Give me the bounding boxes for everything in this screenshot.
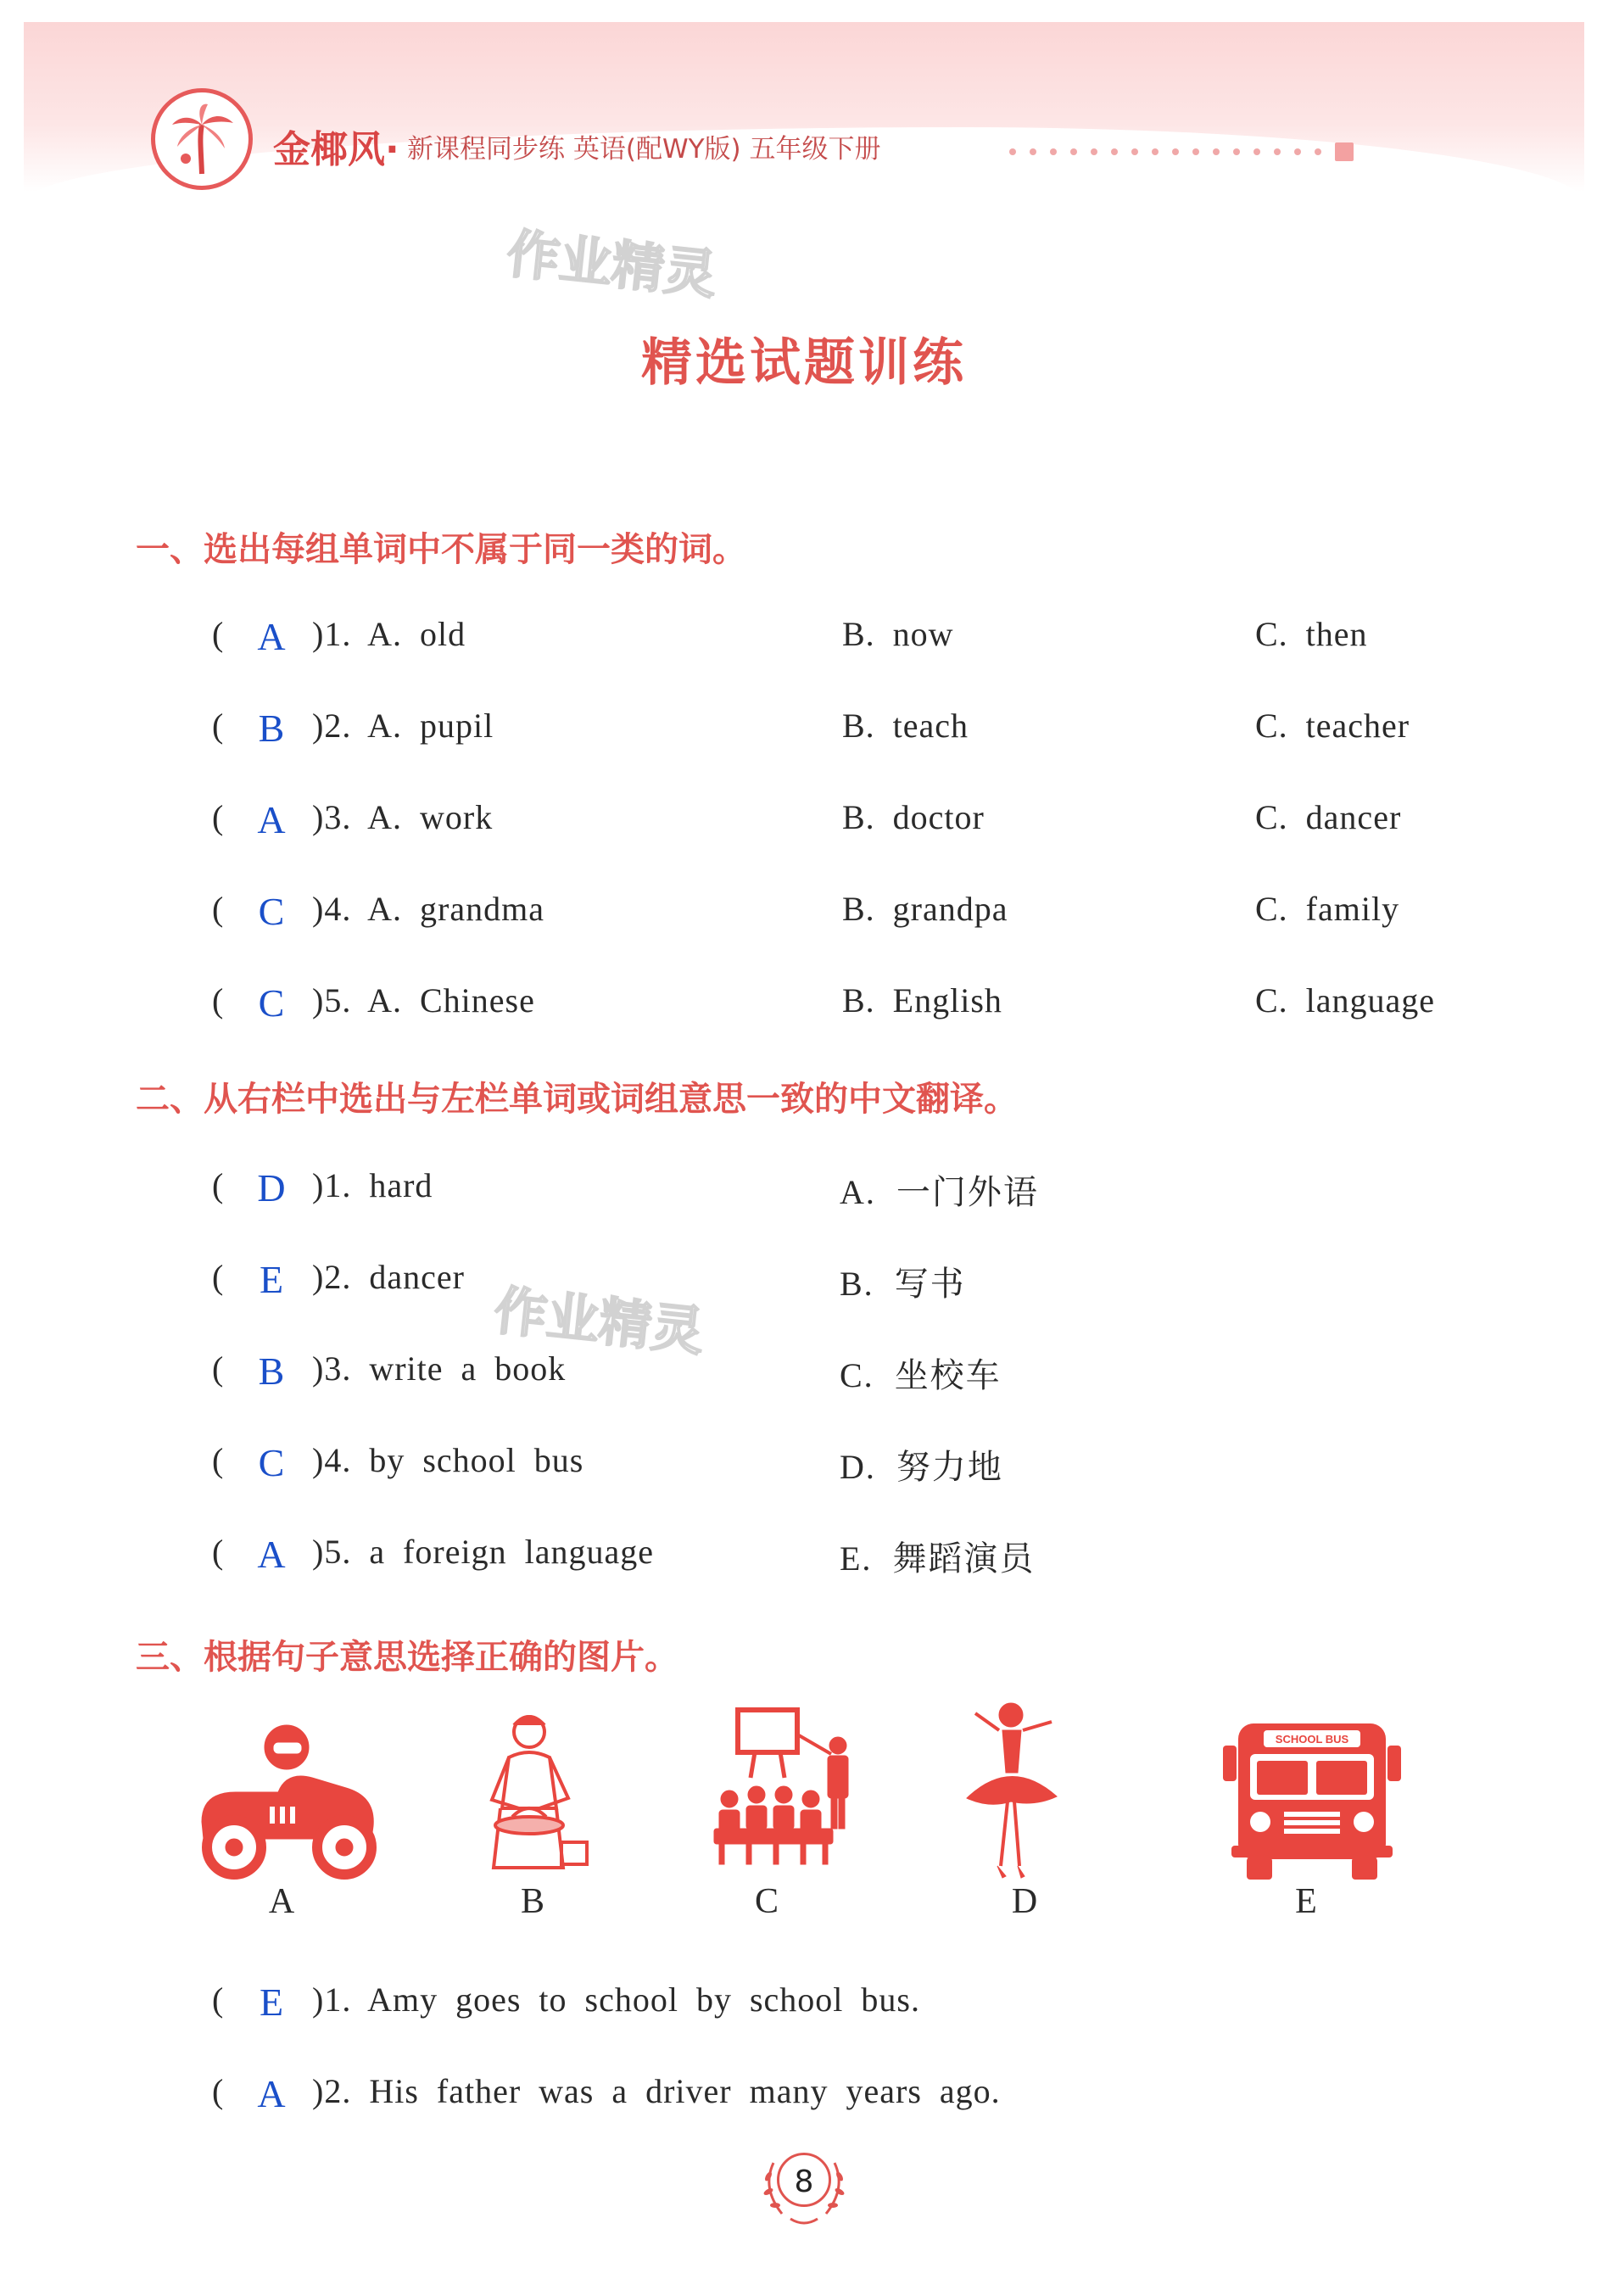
chinese-option: C. 坐校车	[840, 1356, 1002, 1395]
page-title: 精选试题训练	[641, 333, 967, 393]
page-number: 8	[777, 2153, 831, 2207]
s2-question-3: ( B )3. write a book C. 坐校车	[212, 1349, 1002, 1395]
option-a: )2. A. pupil	[312, 707, 494, 745]
option-c: C. language	[1255, 981, 1436, 1020]
header-dots	[1009, 142, 1354, 161]
option-c: C. then	[1255, 615, 1368, 653]
option-b: B. doctor	[842, 798, 985, 836]
answer: A	[257, 1533, 286, 1576]
answer: A	[257, 615, 286, 658]
s1-question-1: ( A )1. A. old B. now C. then	[212, 615, 1368, 658]
english-term: )2. dancer	[312, 1258, 465, 1296]
s3-question-2: ( A )2. His father was a driver many years ago.	[212, 2072, 1001, 2115]
option-a: )4. A. grandma	[312, 890, 544, 928]
sentence: )1. Amy goes to school by school bus.	[312, 1980, 920, 2019]
option-b: B. English	[842, 981, 1002, 1020]
ballet-dancer-icon	[958, 1696, 1069, 1887]
answer: A	[257, 2072, 286, 2115]
answer: A	[257, 798, 286, 841]
english-term: )3. write a book	[312, 1349, 567, 1388]
option-c: C. teacher	[1255, 707, 1410, 745]
s2-question-2: ( E )2. dancer B. 写书	[212, 1258, 966, 1304]
option-c: C. family	[1255, 890, 1400, 928]
brand-name: 金椰风·	[273, 128, 399, 171]
watermark: 作业精灵	[504, 222, 720, 306]
s1-question-4: ( C )4. A. grandma B. grandpa C. family	[212, 890, 1400, 933]
palm-logo-icon	[151, 88, 253, 190]
page-number-badge	[757, 2146, 851, 2231]
s1-question-5: ( C )5. A. Chinese B. English C. language	[212, 981, 1436, 1025]
english-term: )1. hard	[312, 1166, 433, 1204]
section-2-heading: 二、从右栏中选出与左栏单词或词组意思一致的中文翻译。	[136, 1080, 1018, 1119]
option-a: )3. A. work	[312, 798, 494, 836]
answer: C	[258, 890, 285, 933]
s3-question-1: ( E )1. Amy goes to school by school bus.	[212, 1980, 920, 2024]
picture-label-b: B	[520, 1882, 544, 1921]
school-bus-icon	[1223, 1712, 1401, 1885]
bus-sign-text: SCHOOL BUS	[1275, 1733, 1349, 1746]
answer: C	[258, 1441, 285, 1484]
chinese-option: E. 舞蹈演员	[840, 1539, 1036, 1578]
s1-question-2: ( B )2. A. pupil B. teach C. teacher	[212, 707, 1410, 750]
book-series-title: 新课程同步练 英语(配WY版) 五年级下册	[407, 134, 881, 165]
cook-woman-icon	[468, 1707, 595, 1880]
s2-question-1: ( D )1. hard A. 一门外语	[212, 1166, 1039, 1212]
chinese-option: A. 一门外语	[840, 1173, 1039, 1212]
picture-label-c: C	[754, 1882, 779, 1921]
picture-label-a: A	[268, 1882, 295, 1921]
answer: E	[259, 1258, 284, 1301]
section-1-heading: 一、选出每组单词中不属于同一类的词。	[136, 530, 746, 569]
picture-label-d: D	[1011, 1882, 1038, 1921]
picture-label-e: E	[1295, 1882, 1317, 1921]
option-c: C. dancer	[1255, 798, 1402, 836]
chinese-option: B. 写书	[840, 1265, 966, 1304]
english-term: )5. a foreign language	[312, 1533, 654, 1571]
english-term: )4. by school bus	[312, 1441, 584, 1479]
answer: B	[258, 1349, 285, 1393]
watermark: 作业精灵	[491, 1279, 707, 1363]
sentence: )2. His father was a driver many years ago.	[312, 2072, 1001, 2110]
driver-car-icon	[185, 1712, 388, 1885]
option-a: )1. A. old	[312, 615, 466, 653]
answer: C	[258, 981, 285, 1025]
s2-question-5: ( A )5. a foreign language E. 舞蹈演员	[212, 1533, 1036, 1578]
section-3-heading: 三、根据句子意思选择正确的图片。	[136, 1638, 678, 1677]
answer: D	[257, 1166, 286, 1209]
chinese-option: D. 努力地	[840, 1448, 1003, 1487]
option-b: B. now	[842, 615, 954, 653]
answer: E	[259, 1980, 284, 2024]
option-b: B. teach	[842, 707, 969, 745]
answer: B	[258, 707, 285, 750]
teacher-class-icon	[704, 1701, 857, 1875]
s1-question-3: ( A )3. A. work B. doctor C. dancer	[212, 798, 1402, 841]
s2-question-4: ( C )4. by school bus D. 努力地	[212, 1441, 1003, 1487]
option-b: B. grandpa	[842, 890, 1008, 928]
option-a: )5. A. Chinese	[312, 981, 535, 1020]
